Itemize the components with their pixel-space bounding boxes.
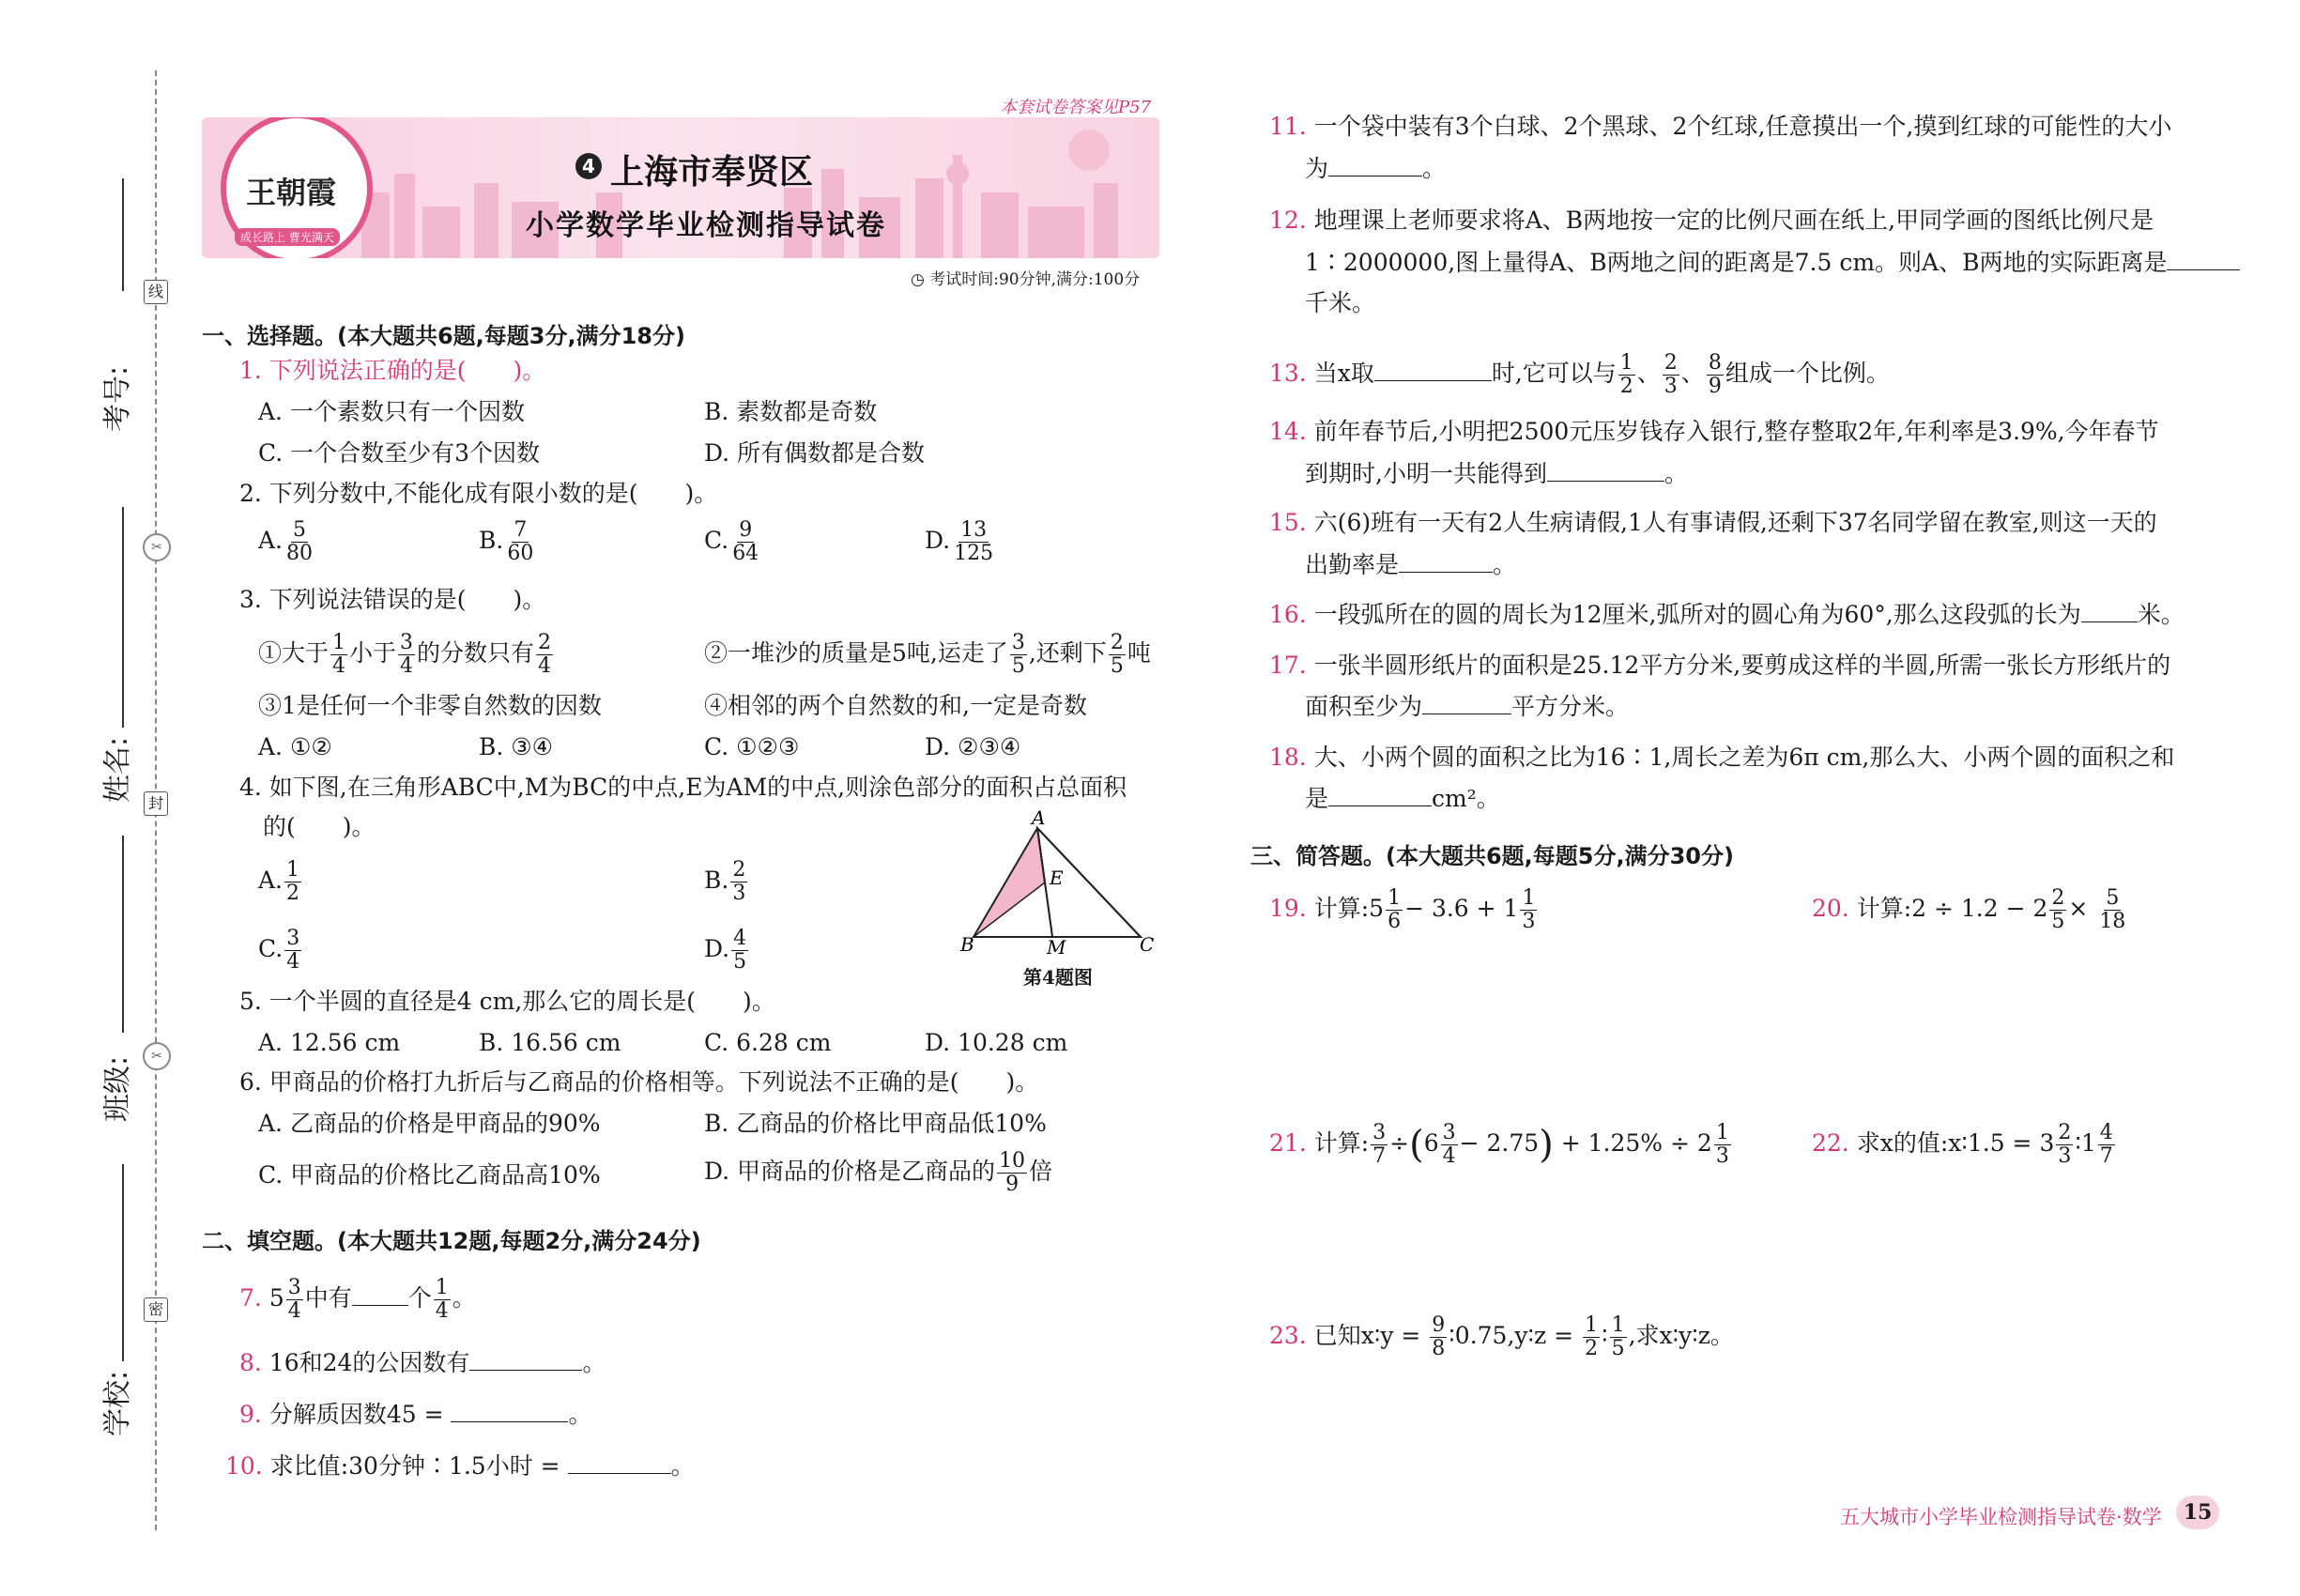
q3-option-b: B. ③④ (479, 733, 554, 760)
q2-option-b: B. $\frac{7}{60}$ (479, 518, 534, 565)
q1-stem: 1. 下列说法正确的是( )。 (239, 357, 546, 384)
q7: 7. 5 $\frac{3}{4}$ 中有 个 $\frac{1}{4}$ 。 (239, 1276, 476, 1323)
q9-answer-blank[interactable] (451, 1399, 568, 1422)
section-2-heading: 二、填空题。(本大题共12题,每题2分,满分24分) (202, 1228, 701, 1254)
q11-line1: 11. 一个袋中装有3个白球、2个黑球、2个红球,任意摸出一个,摸到红球的可能性的大小 (1269, 113, 2172, 140)
q6-option-b: B. 乙商品的价格比甲商品低10% (704, 1110, 1047, 1137)
stamp-line: 线 (144, 280, 168, 304)
q10-answer-blank[interactable] (568, 1450, 671, 1474)
q2-option-a: A. $\frac{5}{80}$ (258, 518, 314, 565)
q2-stem: 2. 下列分数中,不能化成有限小数的是( )。 (239, 480, 718, 507)
header-banner (202, 117, 1159, 258)
exam-time-info: ◷ 考试时间:90分钟,满分:100分 (911, 270, 1141, 289)
logo-text: 王朝霞 (246, 175, 337, 210)
q3-stem: 3. 下列说法错误的是( )。 (239, 586, 546, 613)
q10: 10. 求比值:30分钟∶1.5小时 = 。 (225, 1452, 695, 1480)
q16-answer-blank[interactable] (2081, 599, 2138, 622)
q4-option-b: B. $\frac{2}{3}$ (704, 858, 746, 905)
q7-answer-blank[interactable] (352, 1282, 408, 1306)
q9: 9. 分解质因数45 = 。 (239, 1401, 592, 1428)
q11-line2: 为 。 (1305, 155, 1447, 182)
q8: 8. 16和24的公因数有 。 (239, 1349, 606, 1376)
q14-line1: 14. 前年春节后,小明把2500元压岁钱存入银行,整存整取2年,年利率是3.9%,今年春节 (1269, 418, 2159, 445)
q18-line2: 是 cm²。 (1305, 785, 1500, 812)
exam-number-label: 考号: (101, 365, 134, 432)
q3-statement-2: ②一堆沙的质量是5吨,运走了 $\frac{3}{5}$ ,还剩下 $\frac{2}{5}$ 吨 (704, 631, 1151, 678)
school-label: 学校: (101, 1370, 134, 1436)
section-1-heading: 一、选择题。(本大题共6题,每题3分,满分18分) (202, 323, 685, 349)
q5-option-c: C. 6.28 cm (704, 1029, 832, 1056)
q12-line2: 1∶2000000,图上量得A、B两地之间的距离是7.5 cm。则A、B两地的实际距离是 (1305, 247, 2240, 279)
page-number: 15 (2176, 1496, 2219, 1529)
q17-answer-blank[interactable] (1422, 691, 1511, 714)
q4-figure-caption: 第4题图 (1023, 966, 1093, 989)
q15-line1: 15. 六(6)班有一天有2人生病请假,1人有事请假,还剩下37名同学留在教室,则这一天的 (1269, 509, 2157, 536)
name-label: 姓名: (101, 736, 134, 803)
q4-option-a: A. $\frac{1}{2}$ (258, 858, 300, 905)
q17-line2: 面积至少为 平方分米。 (1305, 693, 1630, 720)
q4-stem-line1: 4. 如下图,在三角形ABC中,M为BC的中点,E为AM的中点,则涂色部分的面积占总面积 (239, 774, 1127, 801)
q3-option-d: D. ②③④ (925, 733, 1021, 760)
q5-stem: 5. 一个半圆的直径是4 cm,那么它的周长是( )。 (239, 988, 775, 1015)
exam-number-line (122, 178, 124, 291)
q13: 13. 当x取 时,它可以与 $\frac{1}{2}$ 、 $\frac{2}{3}$ 、 $\frac{8}{9}$ 组成一个比例。 (1269, 351, 1890, 398)
q22: 22. 求x的值:x∶1.5 = 3 $\frac{2}{3}$ ∶1 $\frac{4}{7}$ (1812, 1121, 2113, 1168)
q1-option-a: A. 一个素数只有一个因数 (258, 398, 525, 425)
point-a-label: A (1032, 807, 1046, 829)
q6-option-a: A. 乙商品的价格是甲商品的90% (258, 1110, 601, 1137)
q6-stem: 6. 甲商品的价格打九折后与乙商品的价格相等。下列说法不正确的是( )。 (239, 1068, 1039, 1096)
q5-option-a: A. 12.56 cm (258, 1029, 401, 1056)
q5-option-d: D. 10.28 cm (925, 1029, 1068, 1056)
point-m-label: M (1047, 936, 1066, 959)
q4-triangle-figure (953, 807, 1159, 967)
q15-line2: 出勤率是 。 (1305, 551, 1517, 578)
q13-answer-blank[interactable] (1374, 358, 1492, 381)
q20: 20. 计算:2 ÷ 1.2 − 2 $\frac{2}{5}$ × $\frac{5}{18}$ (1812, 886, 2126, 933)
q4-stem-line2: 的( )。 (263, 813, 376, 840)
stamp-seal: 封 (144, 791, 168, 816)
q19: 19. 计算:5 $\frac{1}{6}$ − 3.6 + 1 $\frac{1}{3}$ (1269, 886, 1536, 933)
binding-hole-icon: ✂ (143, 533, 171, 561)
q17-line1: 17. 一张半圆形纸片的面积是25.12平方分米,要剪成这样的半圆,所需一张长方形纸片的 (1269, 652, 2171, 679)
stamp-secret: 密 (144, 1297, 168, 1322)
q6-option-d: D. 甲商品的价格是乙商品的 $\frac{10}{9}$ 倍 (704, 1149, 1053, 1196)
binding-hole-icon: ✂ (143, 1042, 171, 1070)
q4-option-c: C. $\frac{3}{4}$ (258, 927, 300, 974)
class-line (122, 836, 124, 1033)
q18-line1: 18. 大、小两个圆的面积之比为16∶1,周长之差为6π cm,那么大、小两个圆的面积之和 (1269, 744, 2175, 771)
q12-line1: 12. 地理课上老师要求将A、B两地按一定的比例尺画在纸上,甲同学画的图纸比例尺是 (1269, 207, 2154, 234)
q15-answer-blank[interactable] (1399, 549, 1493, 573)
name-line (122, 507, 124, 728)
q3-statement-1: ①大于 $\frac{1}{4}$ 小于 $\frac{3}{4}$ 的分数只有 $\frac{2}{4}$ (258, 631, 552, 678)
paper-number-badge: 4 (575, 153, 602, 179)
q3-statement-4: ④相邻的两个自然数的和,一定是奇数 (704, 692, 1087, 719)
paper-title: 上海市奉贤区 (610, 153, 814, 192)
q6-option-c: C. 甲商品的价格比乙商品高10% (258, 1161, 601, 1189)
q11-answer-blank[interactable] (1328, 153, 1422, 176)
q14-line2: 到期时,小明一共能得到 。 (1305, 460, 1688, 487)
point-c-label: C (1140, 933, 1155, 956)
q5-option-b: B. 16.56 cm (479, 1029, 621, 1056)
q12-line3: 千米。 (1305, 289, 1376, 316)
q16: 16. 一段弧所在的圆的周长为12厘米,弧所对的圆心角为60°,那么这段弧的长为 米。 (1269, 601, 2185, 628)
q8-answer-blank[interactable] (469, 1347, 582, 1371)
q1-option-d: D. 所有偶数都是合数 (704, 439, 926, 467)
answer-reference: 本套试卷答案见P57 (1000, 98, 1152, 117)
q12-answer-blank[interactable] (2167, 247, 2240, 270)
q23: 23. 已知x∶y = $\frac{9}{8}$ ∶0.75,y∶z = $\frac{1}{2}$ ∶ $\frac{1}{5}$ ,求x∶y∶z。 (1269, 1313, 1734, 1360)
q4-option-d: D. $\frac{4}{5}$ (704, 927, 747, 974)
q3-option-c: C. ①②③ (704, 733, 800, 760)
footer-series-title: 五大城市小学毕业检测指导试卷·数学 (1840, 1506, 2162, 1528)
logo-ribbon: 成长路上 曹光满天 (235, 228, 340, 246)
section-3-heading: 三、简答题。(本大题共6题,每题5分,满分30分) (1250, 843, 1734, 869)
paper-subtitle: 小学数学毕业检测指导试卷 (526, 209, 886, 242)
q3-option-a: A. ①② (258, 733, 332, 760)
q1-option-b: B. 素数都是奇数 (704, 398, 878, 425)
q2-option-c: C. $\frac{9}{64}$ (704, 518, 759, 565)
school-line (122, 1164, 124, 1361)
q18-answer-blank[interactable] (1328, 783, 1432, 806)
class-label: 班级: (101, 1055, 134, 1122)
q21: 21. 计算: $\frac{3}{7}$ ÷(6 $\frac{3}{4}$ − 2.75) + 1.25% ÷ 2 $\frac{1}{3}$ (1269, 1121, 1729, 1168)
point-b-label: B (960, 933, 974, 956)
point-e-label: E (1050, 867, 1064, 889)
q3-statement-3: ③1是任何一个非零自然数的因数 (258, 692, 602, 719)
q2-option-d: D. $\frac{13}{125}$ (925, 518, 994, 565)
q14-answer-blank[interactable] (1547, 458, 1664, 482)
q1-option-c: C. 一个合数至少有3个因数 (258, 439, 541, 467)
